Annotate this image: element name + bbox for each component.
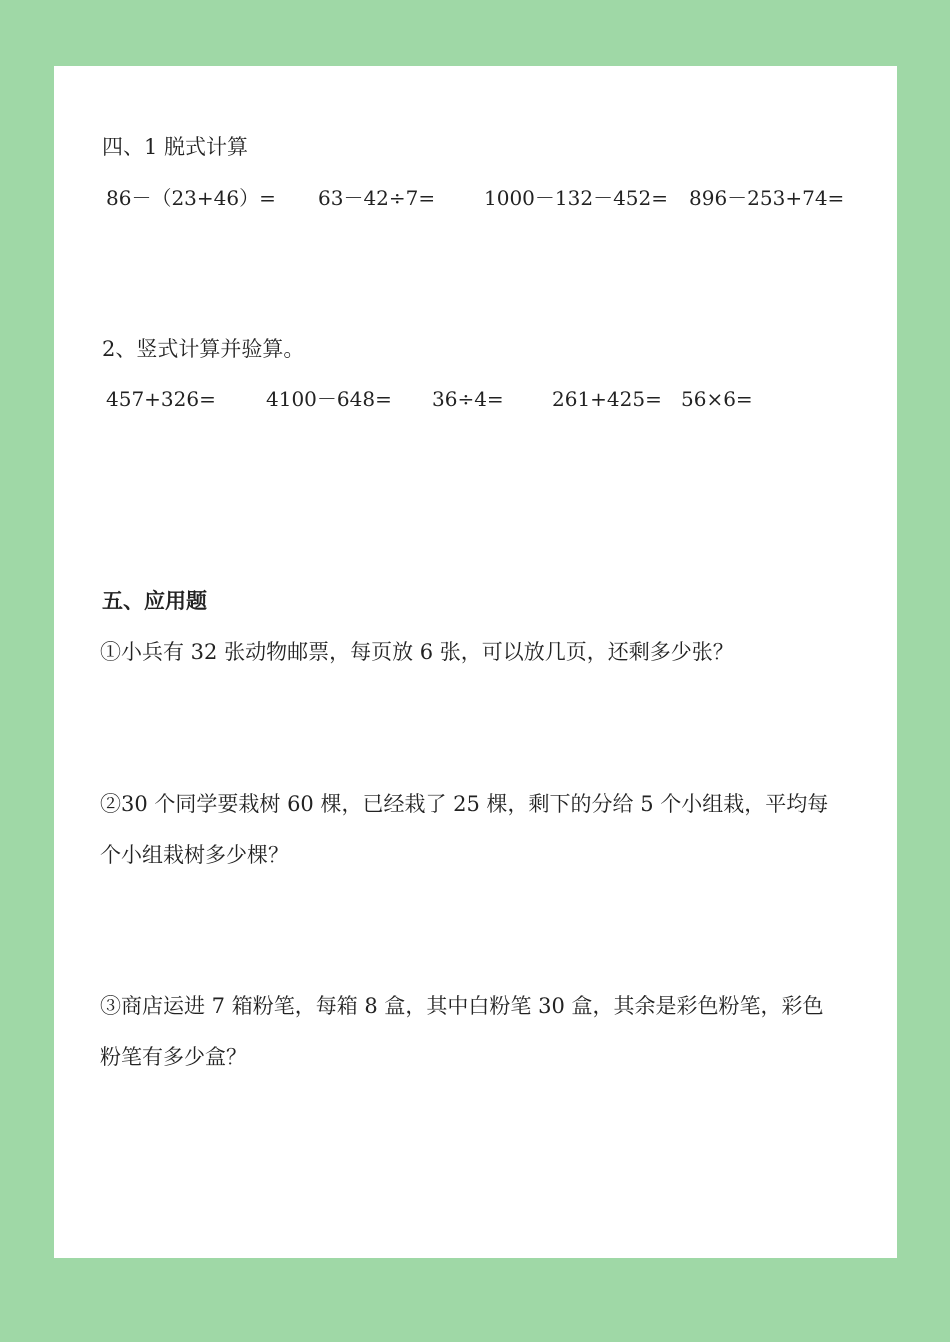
expression-1: 86－（23+46）= (106, 186, 276, 210)
expression-4: 896－253+74= (689, 186, 845, 210)
problem-2-line-1: ②30 个同学要栽树 60 棵，已经栽了 25 棵，剩下的分给 5 个小组栽，平均每 (100, 792, 829, 816)
vertical-calc-heading: 2、竖式计算并验算。 (102, 337, 305, 361)
vertical-calc-1: 457+326= (106, 387, 216, 411)
vertical-calc-5: 56×6= (681, 387, 753, 411)
section-5-heading: 五、应用题 (102, 588, 207, 613)
expression-3: 1000－132－452= (484, 186, 669, 210)
expression-2: 63－42÷7= (318, 186, 436, 210)
section-4-heading: 四、1 脱式计算 (102, 135, 249, 159)
problem-2-line-2: 个小组栽树多少棵？ (100, 843, 289, 867)
problem-1: ①小兵有 32 张动物邮票，每页放 6 张，可以放几页，还剩多少张？ (100, 640, 734, 664)
worksheet-page (54, 66, 897, 1258)
vertical-calc-2: 4100－648= (266, 387, 392, 411)
vertical-calc-4: 261+425= (552, 387, 662, 411)
problem-3-line-1: ③商店运进 7 箱粉笔，每箱 8 盒，其中白粉笔 30 盒，其余是彩色粉笔，彩色 (100, 994, 824, 1018)
vertical-calc-3: 36÷4= (432, 387, 504, 411)
problem-3-line-2: 粉笔有多少盒？ (100, 1045, 247, 1069)
